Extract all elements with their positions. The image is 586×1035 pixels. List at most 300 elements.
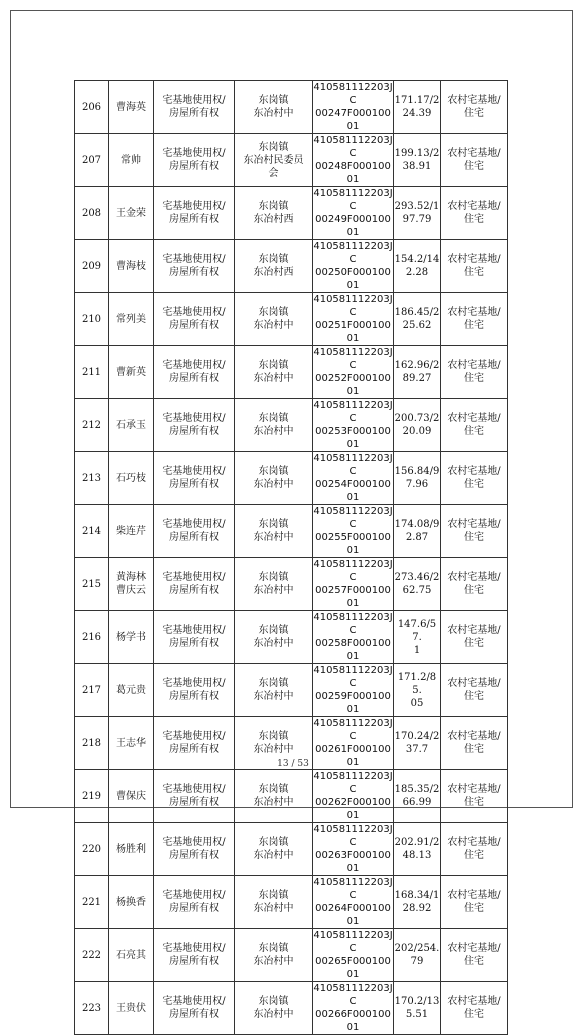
cell-right-type-line: 房屋所有权: [169, 691, 219, 702]
cell-usage: [441, 929, 508, 982]
cell-location-line: 东冶村西: [253, 267, 294, 278]
cell-serial-number: 208: [75, 187, 109, 240]
cell-unit-code-line: 410581112203JC: [313, 559, 393, 583]
cell-location: [235, 452, 313, 505]
cell-owner-name: [109, 611, 154, 664]
cell-location-line: 东岗镇: [258, 466, 289, 477]
cell-usage-line: 农村宅基地/: [447, 254, 501, 265]
cell-area: [394, 823, 441, 876]
cell-unit-code-line: 00249F00010001: [315, 214, 391, 238]
cell-owner-name: [109, 505, 154, 558]
cell-right-type-line: 宅基地使用权/: [162, 254, 226, 265]
cell-right-type: [154, 505, 235, 558]
cell-right-type: [154, 664, 235, 717]
cell-owner-name-line: 石承玉: [116, 419, 146, 431]
cell-unit-code-line: 00264F00010001: [315, 903, 391, 927]
cell-area-line: 24.39: [402, 108, 432, 119]
cell-area: [394, 611, 441, 664]
cell-location-line: 东岗镇: [258, 943, 289, 954]
cell-usage-line: 住宅: [464, 797, 484, 808]
cell-right-type-line: 房屋所有权: [169, 426, 219, 437]
cell-right-type-line: 房屋所有权: [169, 850, 219, 861]
cell-unit-code-line: 00258F00010001: [315, 638, 391, 662]
table-row: [75, 505, 508, 558]
cell-location-line: 东冶村中: [253, 108, 294, 119]
cell-unit-code-line: 410581112203JC: [313, 241, 393, 265]
cell-unit-code: [313, 187, 394, 240]
cell-area: [394, 399, 441, 452]
page-number: 13 / 53: [277, 759, 309, 769]
table-row: [75, 187, 508, 240]
cell-usage-line: 住宅: [464, 1009, 484, 1020]
cell-right-type-line: 宅基地使用权/: [162, 466, 226, 477]
cell-right-type-line: 房屋所有权: [169, 956, 219, 967]
cell-area-line: 162.96/2: [394, 360, 440, 371]
cell-area-line: 156.84/9: [394, 466, 440, 477]
cell-unit-code-line: 00261F00010001: [315, 744, 391, 768]
cell-unit-code-line: 00247F00010001: [315, 108, 391, 132]
cell-location: [235, 134, 313, 187]
cell-right-type-line: 房屋所有权: [169, 638, 219, 649]
cell-right-type-line: 宅基地使用权/: [162, 148, 226, 159]
cell-unit-code: [313, 293, 394, 346]
cell-usage-line: 住宅: [464, 956, 484, 967]
cell-serial-number: 219: [75, 770, 109, 823]
cell-serial-number: 220: [75, 823, 109, 876]
table-row: [75, 81, 508, 134]
cell-unit-code-line: 00259F00010001: [315, 691, 391, 715]
cell-area: [394, 293, 441, 346]
table-row: [75, 611, 508, 664]
cell-right-type-line: 房屋所有权: [169, 585, 219, 596]
cell-area-line: 186.45/2: [394, 307, 440, 318]
cell-area-line: 97.79: [402, 214, 432, 225]
cell-location-line: 东岗镇: [258, 307, 289, 318]
cell-unit-code: [313, 81, 394, 134]
cell-area-line: 168.34/1: [394, 890, 440, 901]
cell-owner-name-line: 杨学书: [116, 631, 146, 643]
cell-right-type-line: 宅基地使用权/: [162, 360, 226, 371]
cell-area: [394, 982, 441, 1035]
cell-owner-name: [109, 293, 154, 346]
cell-usage: [441, 399, 508, 452]
cell-unit-code: [313, 929, 394, 982]
cell-owner-name: [109, 823, 154, 876]
cell-usage-line: 农村宅基地/: [447, 95, 501, 106]
cell-area: [394, 505, 441, 558]
table-row: [75, 664, 508, 717]
cell-area-line: 1: [413, 644, 421, 656]
cell-location-line: 东岗镇: [258, 360, 289, 371]
cell-unit-code-line: 410581112203JC: [313, 665, 393, 689]
cell-owner-name-line: 葛元贵: [116, 684, 146, 696]
cell-right-type: [154, 293, 235, 346]
cell-right-type: [154, 876, 235, 929]
cell-area-line: 2.87: [405, 532, 429, 543]
table-row: [75, 982, 508, 1035]
cell-owner-name: [109, 558, 154, 611]
cell-unit-code-line: 00262F00010001: [315, 797, 391, 821]
cell-right-type-line: 宅基地使用权/: [162, 890, 226, 901]
cell-right-type: [154, 558, 235, 611]
cell-right-type-line: 房屋所有权: [169, 532, 219, 543]
cell-location-line: 东岗镇: [258, 141, 289, 153]
cell-area-line: 7.96: [405, 479, 429, 490]
cell-usage: [441, 452, 508, 505]
cell-unit-code: [313, 770, 394, 823]
cell-usage-line: 住宅: [464, 373, 484, 384]
cell-usage-line: 农村宅基地/: [447, 943, 501, 954]
cell-area: [394, 770, 441, 823]
cell-usage: [441, 293, 508, 346]
cell-right-type: [154, 134, 235, 187]
cell-usage-line: 农村宅基地/: [447, 360, 501, 371]
cell-location: [235, 187, 313, 240]
cell-unit-code: [313, 134, 394, 187]
cell-owner-name: [109, 187, 154, 240]
cell-right-type: [154, 187, 235, 240]
cell-area-line: 202.91/2: [394, 837, 440, 848]
cell-location-line: 东岗镇: [258, 95, 289, 106]
cell-serial-number: 212: [75, 399, 109, 452]
cell-usage: [441, 876, 508, 929]
cell-right-type-line: 宅基地使用权/: [162, 519, 226, 530]
cell-serial-number: 213: [75, 452, 109, 505]
cell-unit-code-line: 410581112203JC: [313, 400, 393, 424]
cell-location-line: 东冶村中: [253, 638, 294, 649]
cell-location-line: 东冶村中: [253, 585, 294, 596]
cell-location-line: 东冶村中: [253, 744, 294, 755]
cell-usage-line: 农村宅基地/: [447, 307, 501, 318]
cell-usage: [441, 240, 508, 293]
cell-location-line: 东岗镇: [258, 784, 289, 795]
cell-location-line: 东岗镇: [258, 254, 289, 265]
cell-right-type-line: 宅基地使用权/: [162, 731, 226, 742]
cell-serial-number: 223: [75, 982, 109, 1035]
cell-owner-name-line: 曹保庆: [116, 790, 146, 802]
cell-unit-code: [313, 452, 394, 505]
cell-right-type-line: 宅基地使用权/: [162, 943, 226, 954]
cell-usage-line: 农村宅基地/: [447, 201, 501, 212]
cell-serial-number: 215: [75, 558, 109, 611]
cell-unit-code-line: 410581112203JC: [313, 718, 393, 742]
cell-location: [235, 664, 313, 717]
cell-unit-code: [313, 558, 394, 611]
cell-usage-line: 住宅: [464, 691, 484, 702]
cell-usage-line: 农村宅基地/: [447, 996, 501, 1007]
cell-unit-code-line: 410581112203JC: [313, 824, 393, 848]
cell-right-type: [154, 611, 235, 664]
cell-area-line: 199.13/2: [394, 148, 440, 159]
cell-area-line: 5.51: [405, 1009, 429, 1020]
cell-usage-line: 住宅: [464, 638, 484, 649]
cell-usage: [441, 134, 508, 187]
cell-area-line: 147.6/57.: [397, 618, 437, 643]
cell-unit-code-line: 410581112203JC: [313, 612, 393, 636]
cell-unit-code-line: 00252F00010001: [315, 373, 391, 397]
cell-owner-name: [109, 876, 154, 929]
table-row: [75, 399, 508, 452]
cell-location: [235, 240, 313, 293]
cell-unit-code-line: 00248F00010001: [315, 161, 391, 185]
cell-unit-code-line: 410581112203JC: [313, 930, 393, 954]
cell-usage: [441, 505, 508, 558]
cell-right-type-line: 房屋所有权: [169, 108, 219, 119]
table-row: [75, 452, 508, 505]
cell-owner-name: [109, 664, 154, 717]
cell-serial-number: 214: [75, 505, 109, 558]
cell-location: [235, 982, 313, 1035]
cell-right-type: [154, 399, 235, 452]
cell-location: [235, 823, 313, 876]
cell-right-type-line: 房屋所有权: [169, 1009, 219, 1020]
cell-right-type: [154, 823, 235, 876]
cell-location-line: 东岗镇: [258, 731, 289, 742]
cell-usage: [441, 187, 508, 240]
cell-area-line: 171.2/85.: [397, 671, 437, 696]
cell-area-line: 62.75: [402, 585, 432, 596]
cell-right-type: [154, 240, 235, 293]
cell-unit-code-line: 00263F00010001: [315, 850, 391, 874]
cell-usage-line: 住宅: [464, 214, 484, 225]
cell-usage: [441, 770, 508, 823]
cell-location-line: 东冶村西: [253, 214, 294, 225]
cell-location: [235, 399, 313, 452]
cell-area-line: 200.73/2: [394, 413, 440, 424]
cell-area: [394, 452, 441, 505]
cell-unit-code-line: 410581112203JC: [313, 453, 393, 477]
cell-unit-code-line: 00254F00010001: [315, 479, 391, 503]
cell-area-line: 66.99: [402, 797, 432, 808]
cell-usage: [441, 346, 508, 399]
cell-serial-number: 210: [75, 293, 109, 346]
cell-area: [394, 134, 441, 187]
table-row: [75, 558, 508, 611]
cell-location-line: 东冶村中: [253, 797, 294, 808]
cell-usage-line: 农村宅基地/: [447, 837, 501, 848]
cell-usage-line: 住宅: [464, 850, 484, 861]
cell-location-line: 东冶村中: [253, 903, 294, 914]
cell-right-type-line: 房屋所有权: [169, 797, 219, 808]
cell-area-line: 2.28: [405, 267, 429, 278]
cell-usage-line: 住宅: [464, 108, 484, 119]
cell-usage-line: 农村宅基地/: [447, 466, 501, 477]
cell-area-line: 170.2/13: [394, 996, 440, 1007]
cell-unit-code: [313, 876, 394, 929]
cell-owner-name-line: 常列美: [116, 313, 146, 325]
cell-unit-code: [313, 823, 394, 876]
table-row: [75, 240, 508, 293]
cell-area-line: 174.08/9: [394, 519, 440, 530]
cell-usage-line: 农村宅基地/: [447, 784, 501, 795]
cell-unit-code-line: 410581112203JC: [313, 135, 393, 159]
cell-usage: [441, 81, 508, 134]
cell-location: [235, 770, 313, 823]
cell-area-line: 273.46/2: [394, 572, 440, 583]
cell-area-line: 28.92: [402, 903, 432, 914]
cell-area-line: 79: [410, 956, 424, 967]
cell-area-line: 38.91: [402, 161, 432, 172]
cell-usage-line: 住宅: [464, 267, 484, 278]
cell-usage-line: 农村宅基地/: [447, 625, 501, 636]
cell-owner-name-line: 王金荣: [116, 207, 146, 219]
cell-usage-line: 住宅: [464, 744, 484, 755]
cell-usage-line: 农村宅基地/: [447, 572, 501, 583]
cell-owner-name-line: 石亮其: [116, 949, 146, 961]
cell-owner-name-line: 王志华: [116, 737, 146, 749]
cell-location-line: 会: [268, 167, 279, 179]
cell-area-line: 89.27: [402, 373, 432, 384]
cell-location-line: 东冶村中: [253, 373, 294, 384]
cell-location-line: 东岗镇: [258, 572, 289, 583]
cell-usage-line: 住宅: [464, 426, 484, 437]
cell-right-type-line: 房屋所有权: [169, 161, 219, 172]
cell-area-line: 05: [410, 697, 424, 709]
cell-location-line: 东冶村中: [253, 691, 294, 702]
cell-owner-name: [109, 81, 154, 134]
cell-right-type-line: 房屋所有权: [169, 479, 219, 490]
cell-unit-code-line: 410581112203JC: [313, 771, 393, 795]
cell-serial-number: 221: [75, 876, 109, 929]
cell-serial-number: 217: [75, 664, 109, 717]
cell-usage: [441, 982, 508, 1035]
cell-owner-name-line: 曹海枝: [116, 260, 146, 272]
cell-owner-name: [109, 399, 154, 452]
cell-right-type-line: 宅基地使用权/: [162, 307, 226, 318]
cell-usage-line: 住宅: [464, 161, 484, 172]
cell-area: [394, 558, 441, 611]
cell-owner-name-line: 王贵伏: [116, 1002, 146, 1014]
cell-unit-code-line: 00253F00010001: [315, 426, 391, 450]
cell-unit-code-line: 410581112203JC: [313, 877, 393, 901]
cell-unit-code: [313, 399, 394, 452]
cell-location-line: 东冶村中: [253, 479, 294, 490]
cell-unit-code-line: 00251F00010001: [315, 320, 391, 344]
cell-location-line: 东岗镇: [258, 413, 289, 424]
cell-owner-name: [109, 770, 154, 823]
cell-right-type-line: 房屋所有权: [169, 320, 219, 331]
cell-area-line: 171.17/2: [394, 95, 440, 106]
cell-usage-line: 农村宅基地/: [447, 519, 501, 530]
cell-area: [394, 187, 441, 240]
cell-usage: [441, 823, 508, 876]
cell-area-line: 154.2/14: [394, 254, 440, 265]
cell-unit-code-line: 410581112203JC: [313, 82, 393, 106]
cell-area: [394, 664, 441, 717]
cell-location-line: 东岗镇: [258, 678, 289, 689]
cell-usage-line: 住宅: [464, 903, 484, 914]
cell-location-line: 东冶村中: [253, 320, 294, 331]
cell-area-line: 20.09: [402, 426, 432, 437]
cell-usage-line: 住宅: [464, 320, 484, 331]
cell-area: [394, 240, 441, 293]
cell-area-line: 293.52/1: [394, 201, 440, 212]
cell-location-line: 东岗镇: [258, 519, 289, 530]
cell-location-line: 东岗镇: [258, 837, 289, 848]
cell-unit-code-line: 410581112203JC: [313, 294, 393, 318]
cell-location: [235, 505, 313, 558]
cell-owner-name-line: 曹海英: [116, 101, 146, 113]
cell-serial-number: 216: [75, 611, 109, 664]
cell-unit-code: [313, 664, 394, 717]
cell-unit-code: [313, 346, 394, 399]
cell-usage-line: 农村宅基地/: [447, 678, 501, 689]
cell-location: [235, 293, 313, 346]
cell-usage-line: 住宅: [464, 479, 484, 490]
cell-usage-line: 农村宅基地/: [447, 731, 501, 742]
cell-owner-name: [109, 134, 154, 187]
cell-unit-code-line: 410581112203JC: [313, 983, 393, 1007]
cell-location: [235, 611, 313, 664]
cell-right-type-line: 宅基地使用权/: [162, 413, 226, 424]
cell-right-type-line: 房屋所有权: [169, 267, 219, 278]
cell-unit-code: [313, 982, 394, 1035]
cell-owner-name-line: 常帅: [121, 154, 141, 166]
cell-owner-name-line: 柴连芹: [116, 525, 146, 537]
cell-unit-code-line: 410581112203JC: [313, 188, 393, 212]
table-row: [75, 876, 508, 929]
table-row: [75, 770, 508, 823]
cell-usage-line: 农村宅基地/: [447, 148, 501, 159]
cell-owner-name-line: 石巧枝: [116, 472, 146, 484]
cell-right-type: [154, 770, 235, 823]
cell-location: [235, 876, 313, 929]
cell-unit-code-line: 00255F00010001: [315, 532, 391, 556]
cell-serial-number: 207: [75, 134, 109, 187]
cell-owner-name-line: 杨胜利: [116, 843, 146, 855]
cell-right-type-line: 房屋所有权: [169, 214, 219, 225]
cell-unit-code-line: 410581112203JC: [313, 506, 393, 530]
cell-right-type: [154, 452, 235, 505]
cell-owner-name-line: 黄海林: [116, 572, 146, 583]
cell-unit-code: [313, 505, 394, 558]
cell-area: [394, 929, 441, 982]
cell-location-line: 东岗镇: [258, 996, 289, 1007]
cell-area: [394, 876, 441, 929]
cell-right-type: [154, 81, 235, 134]
cell-area: [394, 346, 441, 399]
cell-right-type-line: 宅基地使用权/: [162, 837, 226, 848]
cell-usage-line: 农村宅基地/: [447, 413, 501, 424]
cell-area-line: 185.35/2: [394, 784, 440, 795]
cell-location: [235, 558, 313, 611]
cell-serial-number: 211: [75, 346, 109, 399]
cell-right-type: [154, 346, 235, 399]
cell-location-line: 东冶村民委员: [243, 154, 304, 166]
cell-area-line: 202/254.: [394, 943, 440, 954]
cell-unit-code-line: 00257F00010001: [315, 585, 391, 609]
cell-right-type: [154, 929, 235, 982]
cell-right-type-line: 宅基地使用权/: [162, 95, 226, 106]
cell-usage: [441, 664, 508, 717]
cell-right-type-line: 房屋所有权: [169, 903, 219, 914]
cell-owner-name: [109, 982, 154, 1035]
cell-serial-number: 206: [75, 81, 109, 134]
cell-location-line: 东冶村中: [253, 956, 294, 967]
cell-owner-name-line: 曹新英: [116, 366, 146, 378]
cell-location: [235, 929, 313, 982]
cell-serial-number: 222: [75, 929, 109, 982]
cell-unit-code-line: 410581112203JC: [313, 347, 393, 371]
cell-unit-code-line: 00250F00010001: [315, 267, 391, 291]
cell-right-type-line: 宅基地使用权/: [162, 625, 226, 636]
cell-owner-name-line: 曹庆云: [116, 585, 146, 596]
cell-location: [235, 81, 313, 134]
cell-unit-code: [313, 611, 394, 664]
cell-owner-name-line: 杨换香: [116, 896, 146, 908]
cell-usage-line: 住宅: [464, 585, 484, 596]
cell-usage-line: 住宅: [464, 532, 484, 543]
